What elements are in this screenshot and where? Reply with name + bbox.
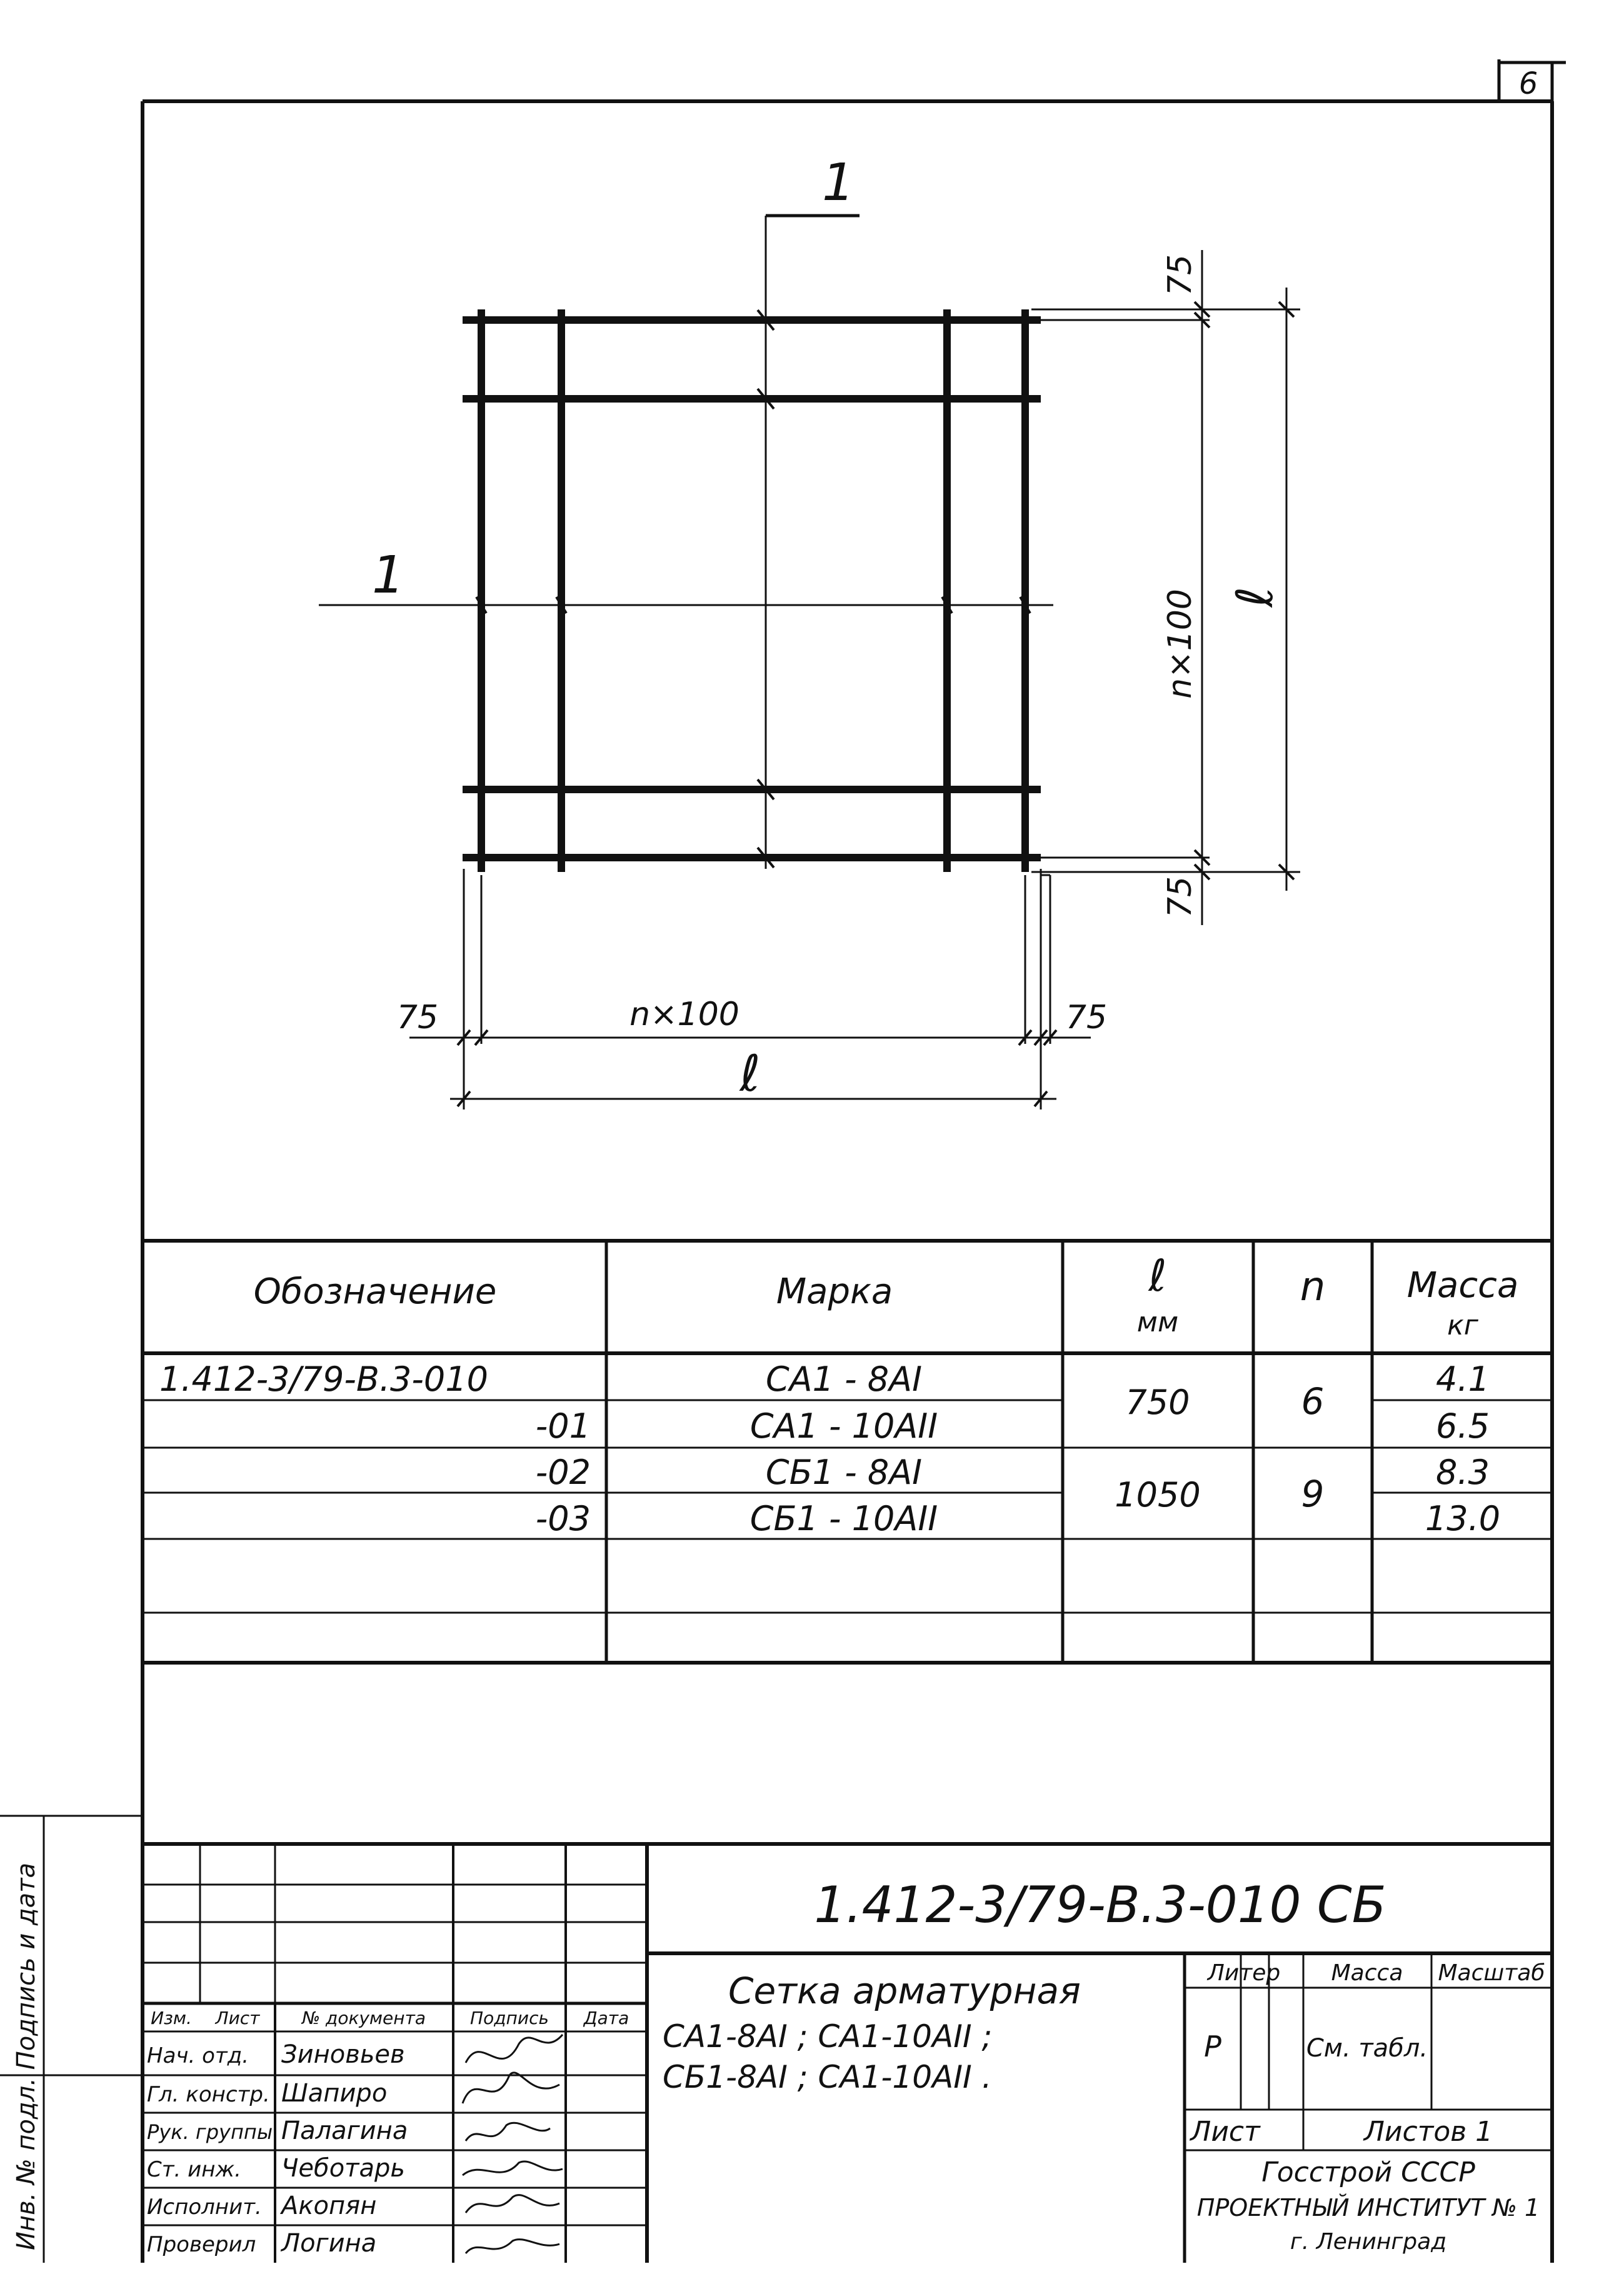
title-line-2: СА1-8АI ; СА1-10АII ; xyxy=(663,2018,993,2055)
col-header-sheet: Лист xyxy=(215,2008,260,2028)
mesh-drawing-labels xyxy=(372,153,1284,1103)
spec-table-headers xyxy=(254,1250,1519,1341)
staff-role: Исполнит. xyxy=(147,2195,262,2220)
staff-name: Зиновьев xyxy=(281,2040,405,2069)
header-mark: Марка xyxy=(776,1271,893,1312)
header-mass-unit: кг xyxy=(1447,1310,1478,1341)
row-designation: 1.412-3/79-В.3-010 xyxy=(159,1360,488,1399)
col-header-date: Дата xyxy=(583,2008,629,2028)
signatures xyxy=(463,2035,563,2253)
staff-role: Проверил xyxy=(147,2232,256,2257)
row-mass: 4.1 xyxy=(1436,1360,1490,1399)
title-line-3: СБ1-8АI ; СА1-10АII . xyxy=(663,2059,992,2095)
stage-value: Р xyxy=(1204,2030,1221,2063)
org-line-3: г. Ленинград xyxy=(1290,2229,1447,2255)
row-mark: СБ1 - 10АII xyxy=(749,1499,938,1538)
section-label-top: 1 xyxy=(822,153,855,213)
staff-name: Палагина xyxy=(281,2116,408,2145)
sheets-label: Листов 1 xyxy=(1363,2116,1493,2148)
section-label-left: 1 xyxy=(372,546,405,605)
col-header-change: Изм. xyxy=(151,2008,192,2028)
group-count: 9 xyxy=(1301,1473,1325,1515)
staff-role: Ст. инж. xyxy=(147,2157,241,2182)
group-length: 1050 xyxy=(1115,1475,1201,1515)
row-designation: -02 xyxy=(535,1453,591,1492)
staff-name: Чеботарь xyxy=(281,2154,405,2183)
row-mass: 13.0 xyxy=(1425,1499,1501,1538)
row-mark: СА1 - 10АII xyxy=(749,1406,938,1446)
org-line-2: ПРОЕКТНЫЙ ИНСТИТУТ № 1 xyxy=(1196,2194,1540,2221)
mesh-drawing xyxy=(319,216,1300,1109)
row-mass: 6.5 xyxy=(1436,1406,1490,1446)
staff-name: Акопян xyxy=(281,2191,377,2220)
header-mass: Масса xyxy=(1406,1265,1519,1306)
mass-value: См. табл. xyxy=(1306,2034,1428,2063)
sheet-label: Лист xyxy=(1190,2116,1260,2148)
header-count: n xyxy=(1300,1264,1326,1310)
org-line-1: Госстрой СССР xyxy=(1261,2156,1475,2188)
staff-role: Нач. отд. xyxy=(147,2043,249,2068)
mass-header: Масса xyxy=(1331,1960,1403,1986)
sheet-number: 6 xyxy=(1518,66,1538,101)
side-stamp: Инв. № подл. Подпись и дата xyxy=(12,1863,41,2250)
row-designation: -03 xyxy=(535,1499,591,1538)
col-header-docnum: № документа xyxy=(301,2008,426,2028)
staff-role: Рук. группы xyxy=(147,2120,273,2144)
staff-name: Шапиро xyxy=(281,2079,388,2108)
row-designation: -01 xyxy=(535,1406,591,1446)
spec-table-rows xyxy=(159,1360,1500,1538)
row-mark: СБ1 - 8АI xyxy=(765,1453,923,1492)
dim-top-offset: 75 xyxy=(1161,254,1199,296)
row-mark: СА1 - 8АI xyxy=(765,1360,923,1399)
stage-header: Литер xyxy=(1207,1960,1281,1986)
row-mass: 8.3 xyxy=(1436,1453,1490,1492)
dim-bottom-spacing: n×100 xyxy=(629,996,739,1033)
group-length: 750 xyxy=(1125,1383,1190,1422)
dim-left-offset: 75 xyxy=(396,999,439,1036)
title-line-1: Сетка арматурная xyxy=(728,1970,1081,2012)
header-length-unit: мм xyxy=(1136,1306,1179,1338)
dim-vertical-length: ℓ xyxy=(1226,586,1284,608)
dim-vertical-spacing: n×100 xyxy=(1161,589,1199,699)
staff-role: Гл. констр. xyxy=(147,2082,270,2107)
group-count: 6 xyxy=(1301,1380,1325,1423)
header-length: ℓ xyxy=(1148,1250,1167,1301)
scale-header: Масштаб xyxy=(1438,1960,1545,1986)
dim-bottom-length: ℓ xyxy=(739,1044,761,1103)
dim-bottom-offset: 75 xyxy=(1161,876,1199,918)
dim-right-offset: 75 xyxy=(1065,999,1108,1036)
col-header-signature: Подпись xyxy=(470,2008,549,2028)
header-designation: Обозначение xyxy=(253,1271,497,1312)
document-code: 1.412-3/79-В.3-010 СБ xyxy=(814,1876,1386,1934)
staff-name: Логина xyxy=(281,2229,377,2258)
